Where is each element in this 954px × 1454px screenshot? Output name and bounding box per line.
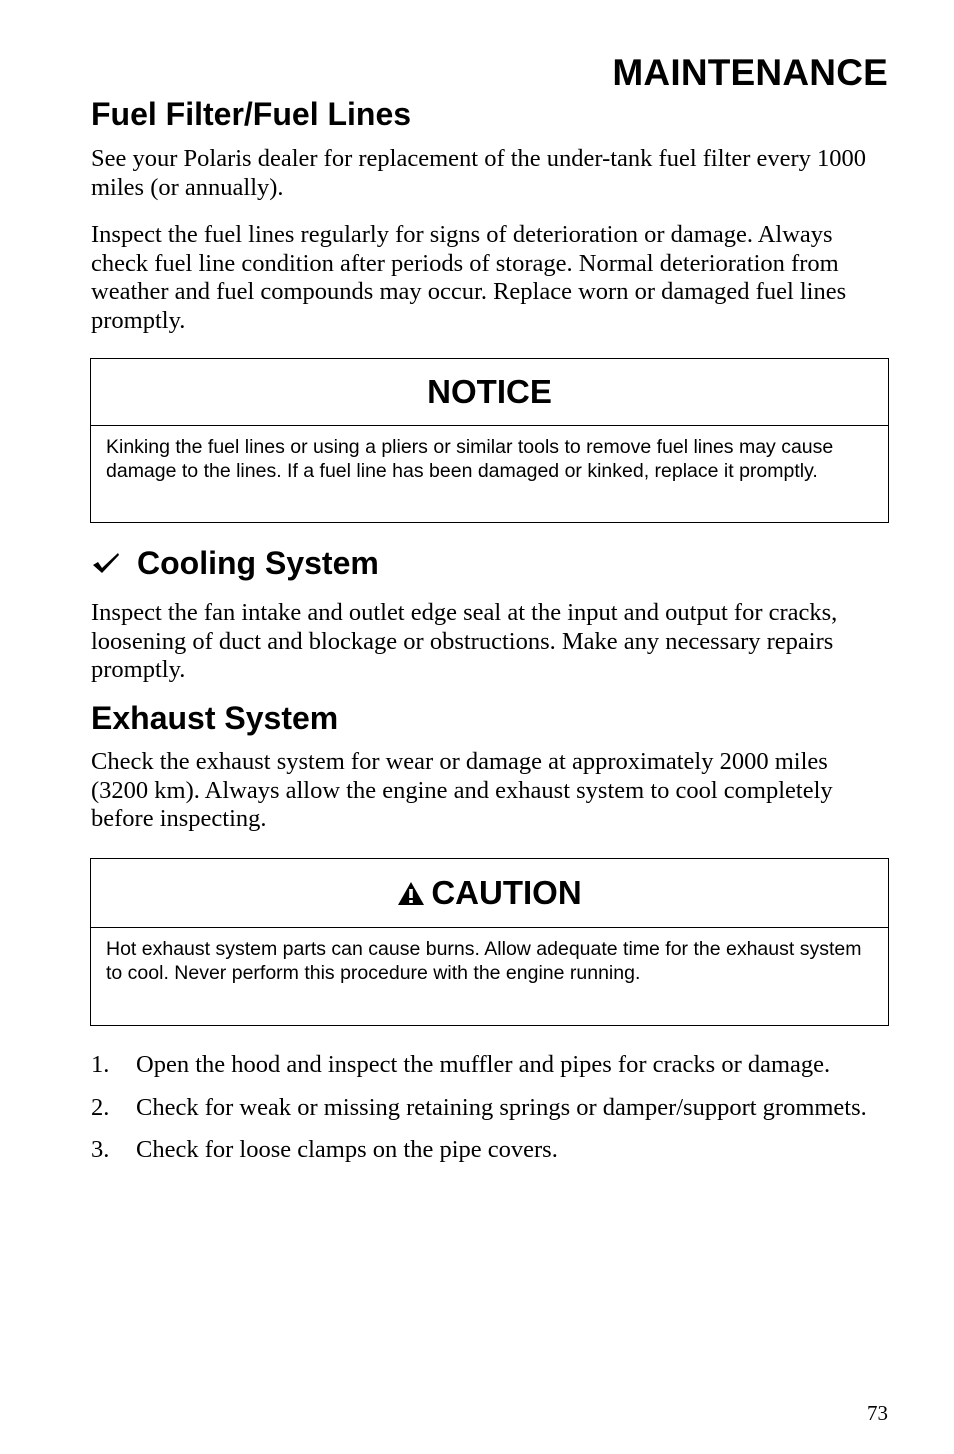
caution-title-text: CAUTION	[431, 874, 582, 911]
step-text: Open the hood and inspect the muffler and pipes for cracks or damage.	[136, 1051, 831, 1078]
step-number: 1.	[91, 1051, 110, 1078]
exhaust-paragraph: Check the exhaust system for wear or damage at approximately 2000 miles (3200 km). Always allow the engine and exhaust system to cool completely before inspecting.	[91, 748, 833, 832]
list-item	[91, 1051, 891, 1080]
exhaust-heading: Exhaust System	[91, 700, 339, 736]
warning-triangle-icon	[397, 881, 425, 906]
step-text: Check for loose clamps on the pipe covers.	[136, 1136, 558, 1163]
cooling-paragraph: Inspect the fan intake and outlet edge seal at the input and output for cracks, loosening of duct and blockage or obstructions. Make any necessary repairs promptly.	[91, 599, 838, 683]
notice-title: NOTICE	[91, 359, 888, 426]
fuel-filter-heading: Fuel Filter/Fuel Lines	[91, 96, 412, 132]
notice-box	[90, 358, 889, 523]
list-item	[91, 1094, 891, 1123]
list-item	[91, 1136, 891, 1165]
cooling-heading	[91, 545, 379, 582]
cooling-heading-text: Cooling System	[137, 545, 379, 581]
fuel-filter-paragraph-1: See your Polaris dealer for replacement of the under-tank fuel filter every 1000 miles (or annually).	[91, 145, 867, 201]
section-header: MAINTENANCE	[612, 52, 888, 93]
exhaust-steps-list	[91, 1051, 891, 1179]
page-number: 73	[867, 1401, 888, 1425]
step-text: Check for weak or missing retaining springs or damper/support grommets.	[136, 1093, 867, 1121]
caution-text: Hot exhaust system parts can cause burns. Allow adequate time for the exhaust system to cool. Never perform this procedure with the engine running.	[106, 938, 862, 984]
caution-title	[91, 859, 888, 928]
step-number: 3.	[91, 1136, 110, 1163]
checkmark-icon	[91, 545, 125, 582]
step-number: 2.	[91, 1093, 110, 1121]
caution-box	[90, 858, 889, 1026]
notice-text: Kinking the fuel lines or using a pliers or similar tools to remove fuel lines may cause damage to the lines. If a fuel line has been damaged or kinked, replace it promptly.	[106, 436, 834, 482]
fuel-filter-paragraph-2: Inspect the fuel lines regularly for signs of deterioration or damage. Always check fuel line condition after periods of storage. Normal deterioration from weather and fuel compounds may occur. Replace worn or damaged fuel lines promptly.	[91, 221, 847, 334]
